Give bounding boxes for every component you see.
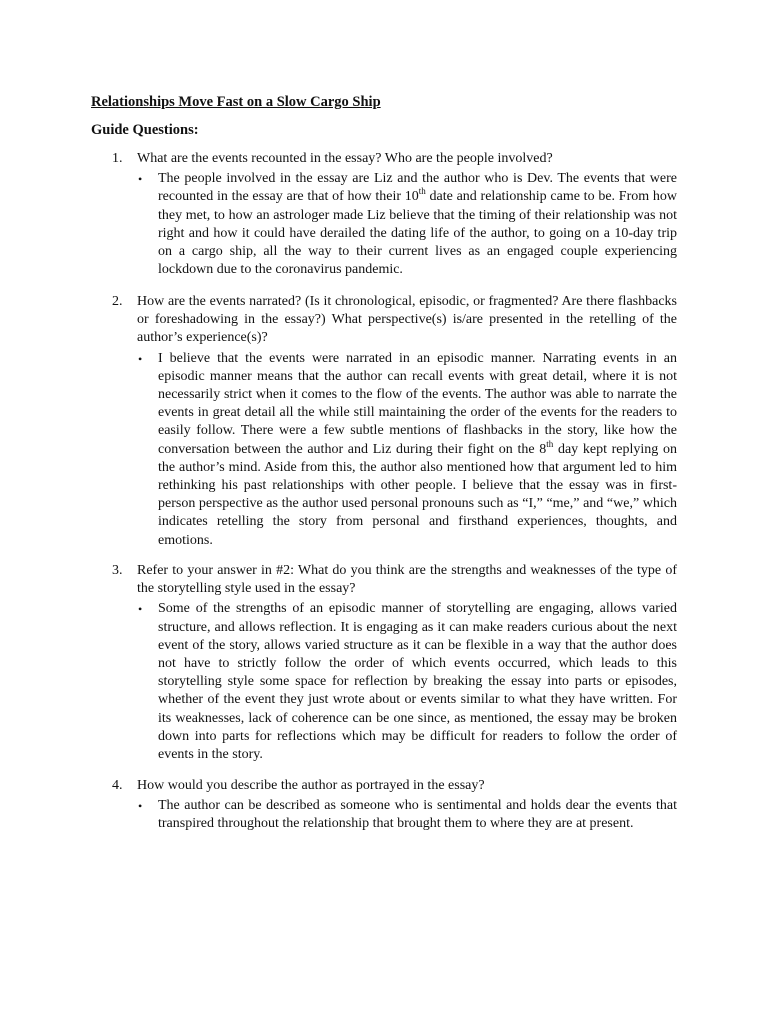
superscript: th [418,186,426,197]
question-number: 2. [112,294,123,309]
superscript: th [546,438,554,449]
question-text: What are the events recounted in the essay? Who are the people involved? [137,151,553,166]
question-text: Refer to your answer in #2: What do you think are the strengths and weaknesses of the type of the storytelling style used in the essay? [137,563,677,597]
bullet-icon: • [138,351,143,366]
bullet-icon: • [138,172,143,187]
bullet-icon: • [138,602,143,617]
answer-text: Some of the strengths of an episodic manner of storytelling are engaging, allows varied structure, and allows reflection. It is engaging as it can make readers curious about the next event of the story, allows varied structure as it can be flexible in a way that the author does not have to strictly follow the order of which events occurred, which leads to this storytelling style some space for reflection by breaking the essay into parts or episodes, whether of the event they just wrote about or events similar to what they have written. For its weaknesses, lack of coherence can be one since, as mentioned, the essay may be broken down into parts for reflections which may be difficult for readers to follow the order of events in the story. [158,601,677,763]
answer-item [91,170,677,279]
answer-item [91,600,677,764]
question-4 [91,777,677,834]
answer-text: I believe that the events were narrated in an episodic manner. Narrating events in an episodic manner means that the author can recall events with great detail, where it is not necessarily strict when it comes to the flow of the events. The author was able to narrate the events in great detail all the while still maintaining the order of the events for the readers to easily follow. There were a few subtle mentions of flashbacks in the story, like how the conversation between the author and Liz during their fight on the 8th day kept replying on the author’s mind. Aside from this, the author also mentioned how that argument led to him rethinking his past relationships with other people. I believe that the essay was in first-person perspective as the author used personal pronouns such as “I,” “me,” and “we,” which indicates retelling the story from personal and firsthand experiences, thoughts, and emotions. [158,350,677,548]
document-title: Relationships Move Fast on a Slow Cargo Ship [91,94,381,110]
question-3 [91,562,677,764]
answer-text: The people involved in the essay are Liz and the author who is Dev. The events that were recounted in the essay are that of how their 10th date and relationship came to be. From how they met, to how an astrologer made Liz believe that the timing of their relationship was not right and how it could have derailed the dating life of the author, to going on a 10-day trip on a cargo ship, all the way to their current lives as an engaged couple experiencing lockdown due to the coronavirus pandemic. [158,171,677,278]
question-number: 3. [112,563,123,578]
question-1 [91,150,677,279]
answer-item [91,797,677,833]
question-text: How would you describe the author as portrayed in the essay? [137,778,485,793]
question-number: 4. [112,778,123,793]
question-text: How are the events narrated? (Is it chronological, episodic, or fragmented? Are there flashbacks or foreshadowing in the essay?) What perspective(s) is/are presented in the retelling of the author’s experience(s)? [137,294,677,346]
answer-text: The author can be described as someone who is sentimental and holds dear the events that transpired throughout the relationship that brought them to where they are at present. [158,798,677,832]
question-number: 1. [112,151,123,166]
bullet-icon: • [138,799,143,814]
question-2 [91,293,677,550]
guide-questions-heading: Guide Questions: [91,122,199,138]
answer-item [91,350,677,550]
